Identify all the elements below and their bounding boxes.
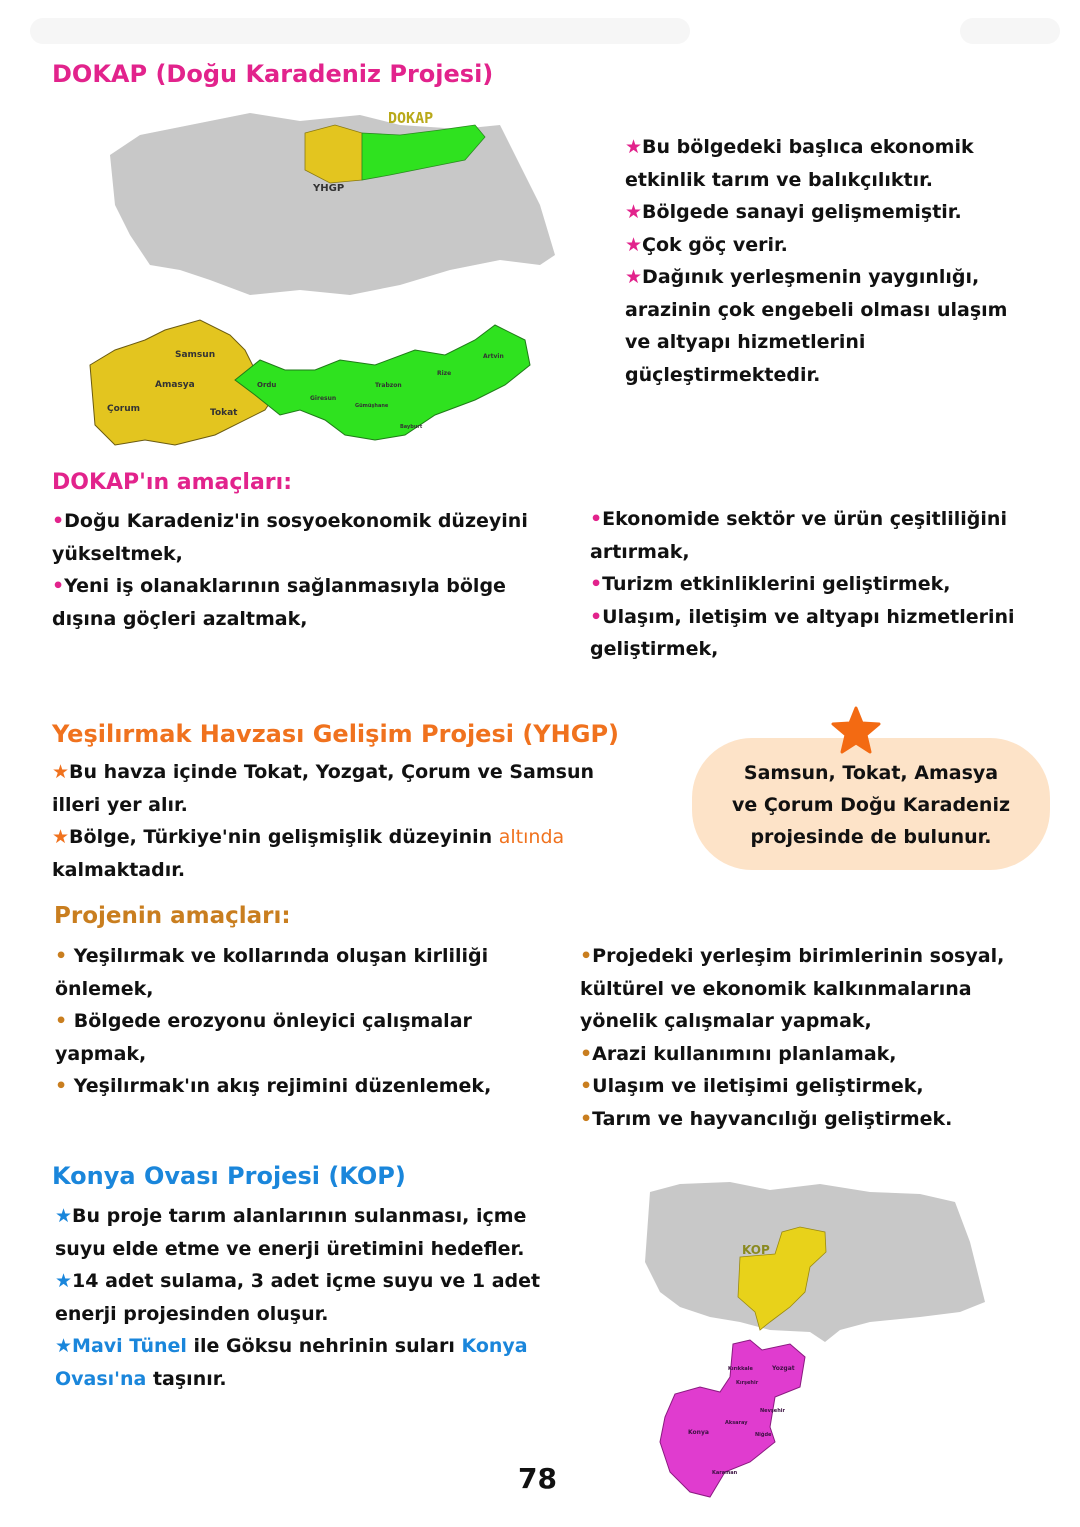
fact-item: ★Bu proje tarım alanlarının sulanması, içme suyu elde etme ve enerji üretimini hedefler. <box>55 1205 527 1260</box>
bullet-icon: • <box>55 1010 74 1032</box>
dokap-facts <box>625 131 1007 391</box>
star-icon: ★ <box>55 1335 73 1357</box>
map-label-kop: KOP <box>742 1243 770 1257</box>
goal-item: •Tarım ve hayvancılığı geliştirmek. <box>580 1107 953 1130</box>
goal-item: •Ekonomide sektör ve ürün çeşitliliğini artırmak, <box>590 508 1007 563</box>
map-label: Gümüşhane <box>355 403 389 409</box>
fact-item: ★Bu bölgedeki başlıca ekonomik etkinlik tarım ve balıkçılıktır. <box>625 136 974 191</box>
map-label: Trabzon <box>375 382 402 389</box>
turkey-map-dokap <box>100 95 570 305</box>
fact-item: ★Bölge, Türkiye'nin gelişmişlik düzeyinin altında kalmaktadır. <box>52 826 565 881</box>
bullet-icon: • <box>580 1042 593 1065</box>
map-label: Artvin <box>483 353 504 360</box>
map-label: Samsun <box>175 350 216 360</box>
bullet-icon: • <box>580 1107 593 1130</box>
goal-item: •Arazi kullanımını planlamak, <box>580 1042 897 1065</box>
map-label: Niğde <box>755 1432 772 1438</box>
bullet-icon: • <box>55 1075 74 1097</box>
map-label: Rize <box>437 370 452 377</box>
goal-item: •Ulaşım, iletişim ve altyapı hizmetlerini geliştirmek, <box>590 605 1015 660</box>
yhgp-goals-left <box>55 940 491 1103</box>
map-label: Amasya <box>155 380 195 390</box>
map-label: Nevşehir <box>760 1408 785 1414</box>
header-strip <box>30 18 690 44</box>
star-icon: ★ <box>52 761 70 783</box>
dokap-title: DOKAP (Doğu Karadeniz Projesi) <box>52 60 494 88</box>
fact-item: ★Çok göç verir. <box>625 233 788 256</box>
bullet-icon: • <box>580 1075 593 1097</box>
goal-item: •Turizm etkinliklerini geliştirmek, <box>590 573 951 595</box>
map-label: Tokat <box>210 408 238 418</box>
kop-title: Konya Ovası Projesi (KOP) <box>52 1162 406 1190</box>
header-strip <box>960 18 1060 44</box>
turkey-map-kop <box>640 1172 1000 1512</box>
yhgp-facts <box>52 756 594 886</box>
yhgp-goals-right <box>580 940 1004 1135</box>
map-label: Kırıkkale <box>728 1366 753 1372</box>
goal-item: • Bölgede erozyonu önleyici çalışmalar yapmak, <box>55 1010 472 1065</box>
goal-item: •Yeni iş olanaklarının sağlanmasıyla bölge dışına göçleri azaltmak, <box>52 575 506 630</box>
fact-item: ★Dağınık yerleşmenin yaygınlığı, arazinin çok engebeli olması ulaşım ve altyapı hizmetlerini güçleştirmektedir. <box>625 266 1008 386</box>
map-label: Karaman <box>712 1470 738 1476</box>
yhgp-title: Yeşilırmak Havzası Gelişim Projesi (YHGP) <box>52 720 620 748</box>
star-icon: ★ <box>55 1205 73 1227</box>
bullet-icon: • <box>590 508 603 530</box>
goal-item: • Yeşilırmak'ın akış rejimini düzenlemek, <box>55 1075 492 1097</box>
note-callout: Samsun, Tokat, Amasya ve Çorum Doğu Karadeniz projesinde de bulunur. <box>692 738 1050 870</box>
map-label: Bayburt <box>400 424 423 430</box>
yhgp-goals-title: Projenin amaçları: <box>54 903 291 929</box>
goal-item: •Projedeki yerleşim birimlerinin sosyal, kültürel ve ekonomik kalkınmalarına yönelik çalışmalar yapmak, <box>580 945 1005 1032</box>
map-label: Aksaray <box>725 1420 748 1426</box>
bullet-icon: • <box>580 945 593 967</box>
fact-item: ★14 adet sulama, 3 adet içme suyu ve 1 adet enerji projesinden oluşur. <box>55 1270 541 1325</box>
fact-item: ★Bölgede sanayi gelişmemiştir. <box>625 201 962 223</box>
bullet-icon: • <box>55 945 74 967</box>
dokap-goals-left <box>52 505 528 635</box>
map-label: Konya <box>688 1429 709 1436</box>
bullet-icon: • <box>52 575 65 597</box>
bullet-icon: • <box>590 605 603 628</box>
bullet-icon: • <box>590 573 603 595</box>
map-label: Ordu <box>257 381 277 389</box>
star-icon: ★ <box>625 233 643 256</box>
dokap-goals-right <box>590 503 1015 666</box>
star-icon: ★ <box>52 826 70 848</box>
goal-item: •Ulaşım ve iletişimi geliştirmek, <box>580 1075 924 1097</box>
fact-item: ★Mavi Tünel ile Göksu nehrinin suları Konya Ovası'na taşınır. <box>55 1335 528 1390</box>
goal-item: • Yeşilırmak ve kollarında oluşan kirliliği önlemek, <box>55 945 489 1000</box>
dokap-goals-title: DOKAP'ın amaçları: <box>52 470 292 495</box>
page-number: 78 <box>518 1462 557 1495</box>
goal-item: •Doğu Karadeniz'in sosyoekonomik düzeyini yükseltmek, <box>52 510 528 565</box>
star-icon <box>830 705 882 755</box>
map-label-yhgp: YHGP <box>313 183 345 194</box>
star-icon: ★ <box>625 136 643 158</box>
kop-facts <box>55 1200 540 1395</box>
fact-item: ★Bu havza içinde Tokat, Yozgat, Çorum ve Samsun illeri yer alır. <box>52 761 594 816</box>
map-label: Kırşehir <box>736 1380 759 1386</box>
star-icon: ★ <box>625 201 643 223</box>
map-label: Çorum <box>107 404 141 414</box>
map-label-dokap: DOKAP <box>388 109 434 127</box>
star-icon: ★ <box>55 1270 73 1292</box>
map-label: Giresun <box>310 395 337 402</box>
bullet-icon: • <box>52 510 65 532</box>
dokap-region-map <box>85 315 545 465</box>
map-label: Yozgat <box>772 1365 795 1372</box>
star-icon: ★ <box>625 266 643 288</box>
